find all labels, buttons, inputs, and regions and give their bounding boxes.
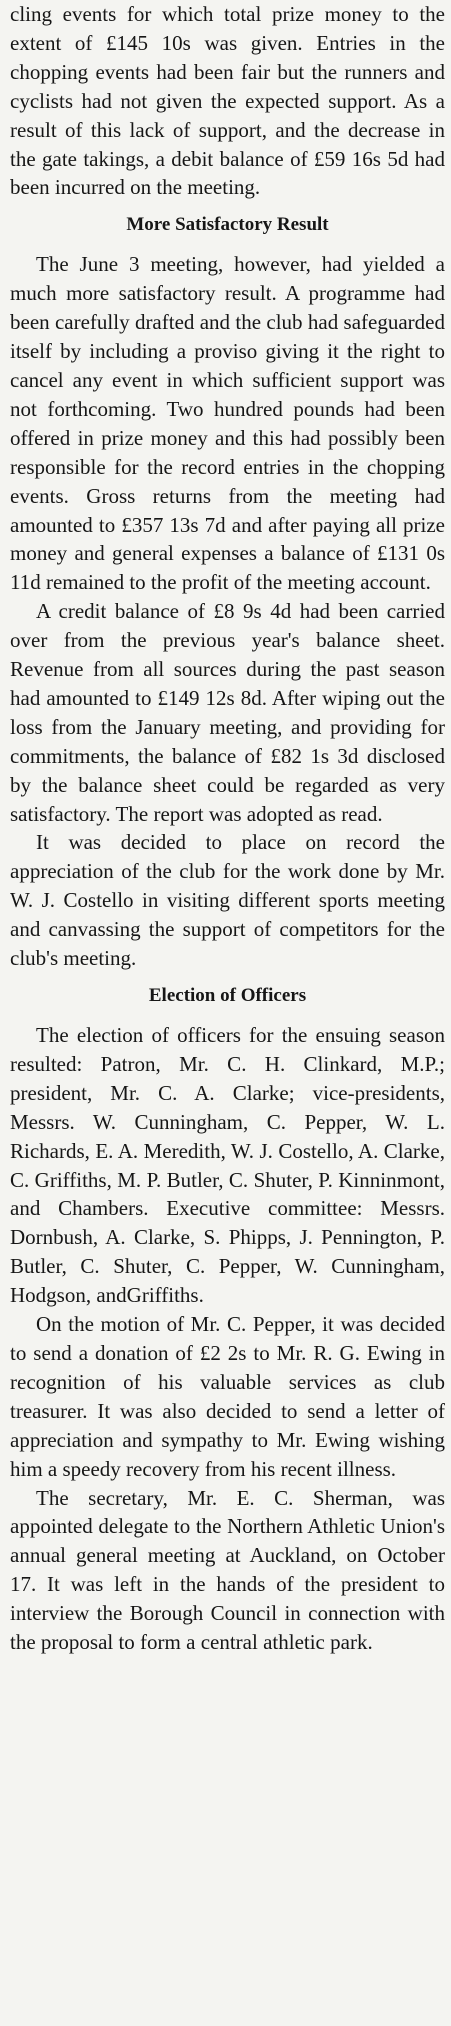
- paragraph-chopping-events-summary: cling events for which total prize money to the extent of £145 10s was given. Entries in the chopping events had been fair but the runners and cyclists had not given the expected support. As a result of this lack of support, and the decrease in the gate takings, a debit balance of £59 16s 5d had been incurred on the meeting.: [10, 2, 445, 200]
- paragraph-credit-balance: A credit balance of £8 9s 4d had been carried over from the previous year's balance sheet. Revenue from all sources during the past season had amounted to £149 12s 8d. After wiping out the loss from the January meeting, and providing for commitments, the balance of £82 1s 3d disclosed by the balance sheet could be regarded as very satisfactory. The report was adopted as read.: [10, 599, 445, 826]
- paragraph-june-meeting: The June 3 meeting, however, had yielded a much more satisfactory result. A programme had been carefully drafted and the club had safeguarded itself by including a proviso giving it the right to cancel any event in which sufficient support was not forthcoming. Two hundred pounds had been offered in prize money and this had possibly been responsible for the record entries in the chopping events. Gross returns from the meeting had amounted to £357 13s 7d and after paying all prize money and general expenses a balance of £131 0s 11d remained to the profit of the meeting account.: [10, 252, 445, 595]
- paragraph-ewing-donation: On the motion of Mr. C. Pepper, it was decided to send a donation of £2 2s to Mr. R. G. Ewing in recognition of his valuable services as club treasurer. It was also decided to send a letter of appreciation and sympathy to Mr. Ewing wishing him a speedy recovery from his recent illness.: [10, 1312, 445, 1481]
- paragraph-officers-elected: The election of officers for the ensuing season resulted: Patron, Mr. C. H. Clinkard, M.P.; president, Mr. C. A. Clarke; vice-presidents, Messrs. W. Cunningham, C. Pepper, W. L. Richards, E. A. Meredith, W. J. Costello, A. Clarke, C. Griffiths, M. P. Butler, C. Shuter, P. Kinninmont, and Chambers. Executive committee: Messrs. Dornbush, A. Clarke, S. Phipps, J. Pennington, P. Butler, C. Shuter, C. Pepper, W. Cunningham, Hodgson, andGriffiths.: [10, 1023, 445, 1308]
- heading-election-of-officers: Election of Officers: [148, 985, 307, 1006]
- paragraph-secretary-delegate: The secretary, Mr. E. C. Sherman, was appointed delegate to the Northern Athletic Union's annual general meeting at Auckland, on October 17. It was left in the hands of the president to interview the Borough Council in connection with the proposal to form a central athletic park.: [10, 1485, 445, 1655]
- paragraph-costello-appreciation: It was decided to place on record the appreciation of the club for the work done by Mr. W. J. Costello in visiting different sports meeting and canvassing the support of competitors for the club's meeting.: [10, 830, 445, 971]
- heading-more-satisfactory-result: More Satisfactory Result: [126, 214, 329, 236]
